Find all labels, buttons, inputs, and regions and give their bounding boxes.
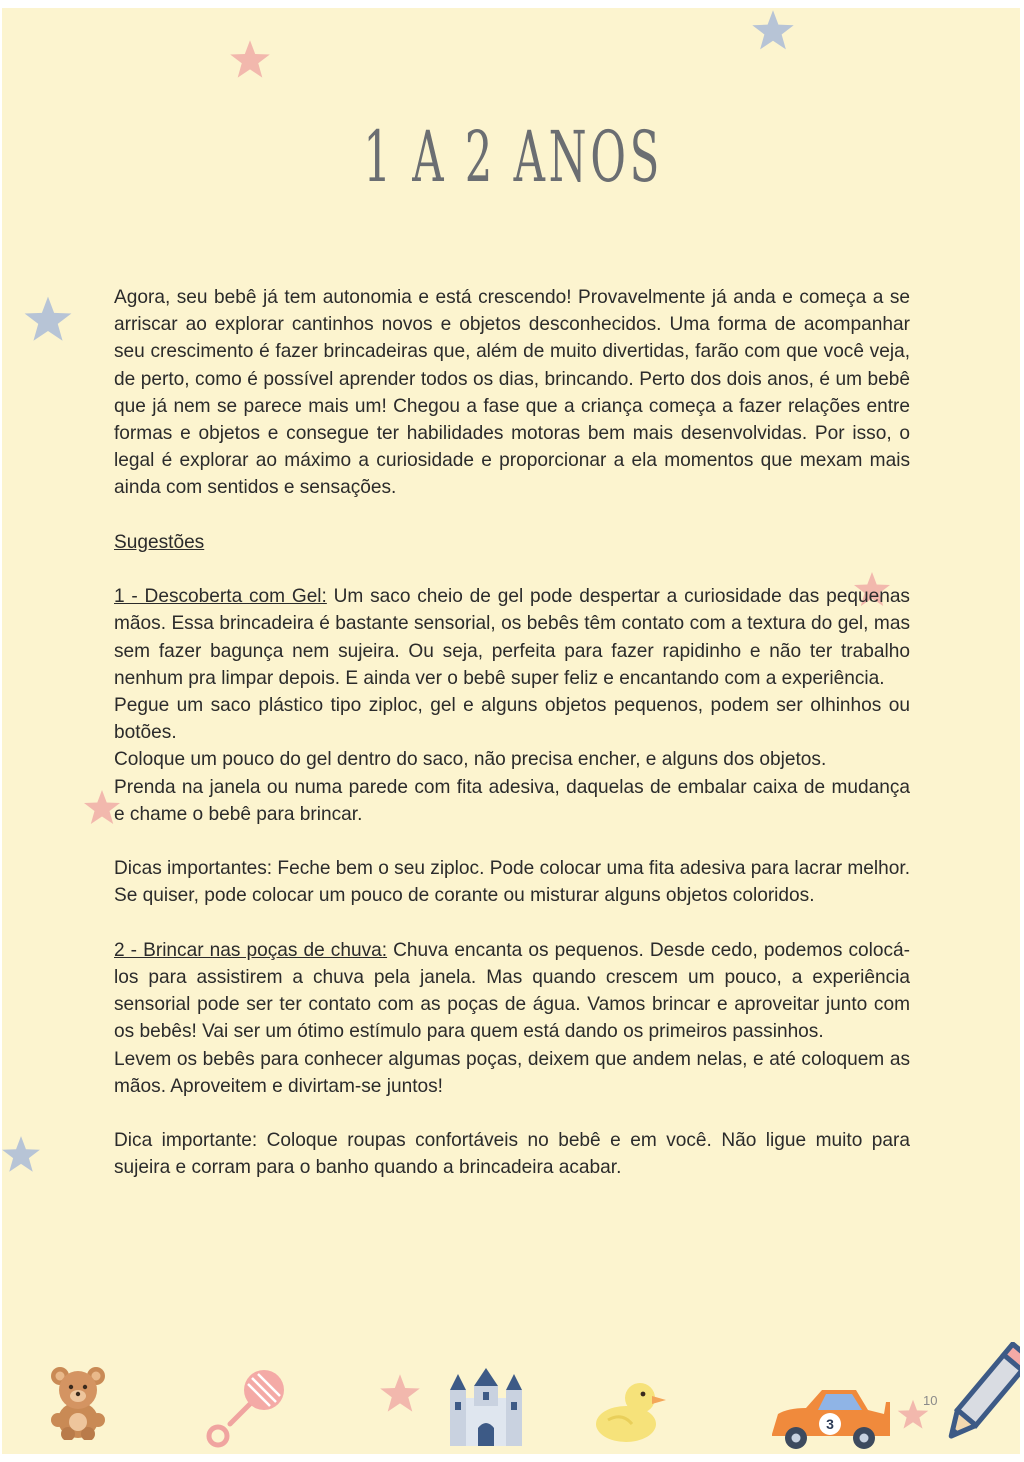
suggestion-2-tip: Dica importante: Coloque roupas confortáveis no bebê e em você. Não ligue muito para sujeira e corram para o banho quando a brincadeira acabar. (114, 1130, 910, 1179)
castle-icon (444, 1368, 528, 1448)
teddy-bear-icon (46, 1364, 110, 1440)
star-icon (228, 38, 272, 82)
page (2, 8, 1020, 1454)
star-icon (22, 294, 74, 346)
page-number: 10 (923, 1393, 938, 1408)
suggestion-2-paragraph: 2 - Brincar nas poças de chuva: Chuva encanta os pequenos. Desde cedo, podemos colocá-los para assistirem a chuva pela janela. Mas quando crescem um pouco, a experiência sensorial pode ser ter contato com as poças de água. Vamos brincar e aproveitar junto com os bebês! Vai ser um ótimo estímulo para quem está dando os primeiros passinhos. (114, 939, 911, 1043)
pencil-icon (942, 1342, 1020, 1452)
page-title: 1 A 2 ANOS (363, 116, 664, 198)
intro-paragraph: Agora, seu bebê já tem autonomia e está crescendo! Provavelmente já anda e começa a se arriscar ao explorar cantinhos novos e objetos desconhecidos. Uma forma de acompanhar seu crescimento é fazer brincadeiras que, além de muito divertidas, farão com que você veja, de perto, como é possível aprender todos os dias, brincando. Perto dos dois anos, é um bebê que já nem se parece mais um! Chegou a fase que a criança começa a fazer relações entre formas e objetos e consegue ter habilidades motoras bem mais desenvolvidas. Por isso, o legal é explorar ao máximo a curiosidade e proporcionar a ela momentos que mexam mais ainda com sentidos e sensações. (114, 287, 910, 499)
star-icon (378, 1372, 422, 1416)
rubber-duck-icon (592, 1376, 668, 1446)
car-number: 3 (826, 1416, 834, 1432)
rattle-icon (202, 1366, 292, 1450)
article-body (114, 284, 910, 1182)
star-icon (2, 1134, 42, 1176)
suggestion-1-paragraph: 1 - Descoberta com Gel: Um saco cheio de gel pode despertar a curiosidade das pequenas mãos. Essa brincadeira é bastante sensorial, os bebês têm contato com a textura do gel, mas sem fazer bagunça nem sujeira. Ou seja, perfeita para fazer rapidinho e não ter trabalho nenhum pra limpar depois. E ainda ver o bebê super feliz e encantando com a experiência. (114, 586, 910, 689)
suggestion-1-tip: Dicas importantes: Feche bem o seu ziploc. Pode colocar uma fita adesiva para lacrar melhor. Se quiser, pode colocar um pouco de corante ou misturar alguns objetos coloridos. (114, 858, 910, 907)
suggestion-1-title: 1 - Descoberta com Gel: (114, 586, 327, 608)
suggestion-1-step: Coloque um pouco do gel dentro do saco, não precisa encher, e alguns dos objetos. (114, 749, 827, 771)
race-car-icon (768, 1380, 892, 1454)
star-icon (750, 8, 796, 54)
suggestion-1-step: Pegue um saco plástico tipo ziploc, gel e alguns objetos pequenos, podem ser olhinhos ou botões. (114, 695, 910, 744)
suggestions-heading: Sugestões (114, 531, 205, 553)
suggestion-2-step: Levem os bebês para conhecer algumas poças, deixem que andem nelas, e até coloquem as mãos. Aproveitem e divirtam-se juntos! (114, 1048, 910, 1097)
suggestion-1-step: Prenda na janela ou numa parede com fita adesiva, daquelas de embalar caixa de mudança e chame o bebê para brincar. (114, 776, 910, 825)
suggestion-2-title: 2 - Brincar nas poças de chuva: (114, 939, 388, 961)
